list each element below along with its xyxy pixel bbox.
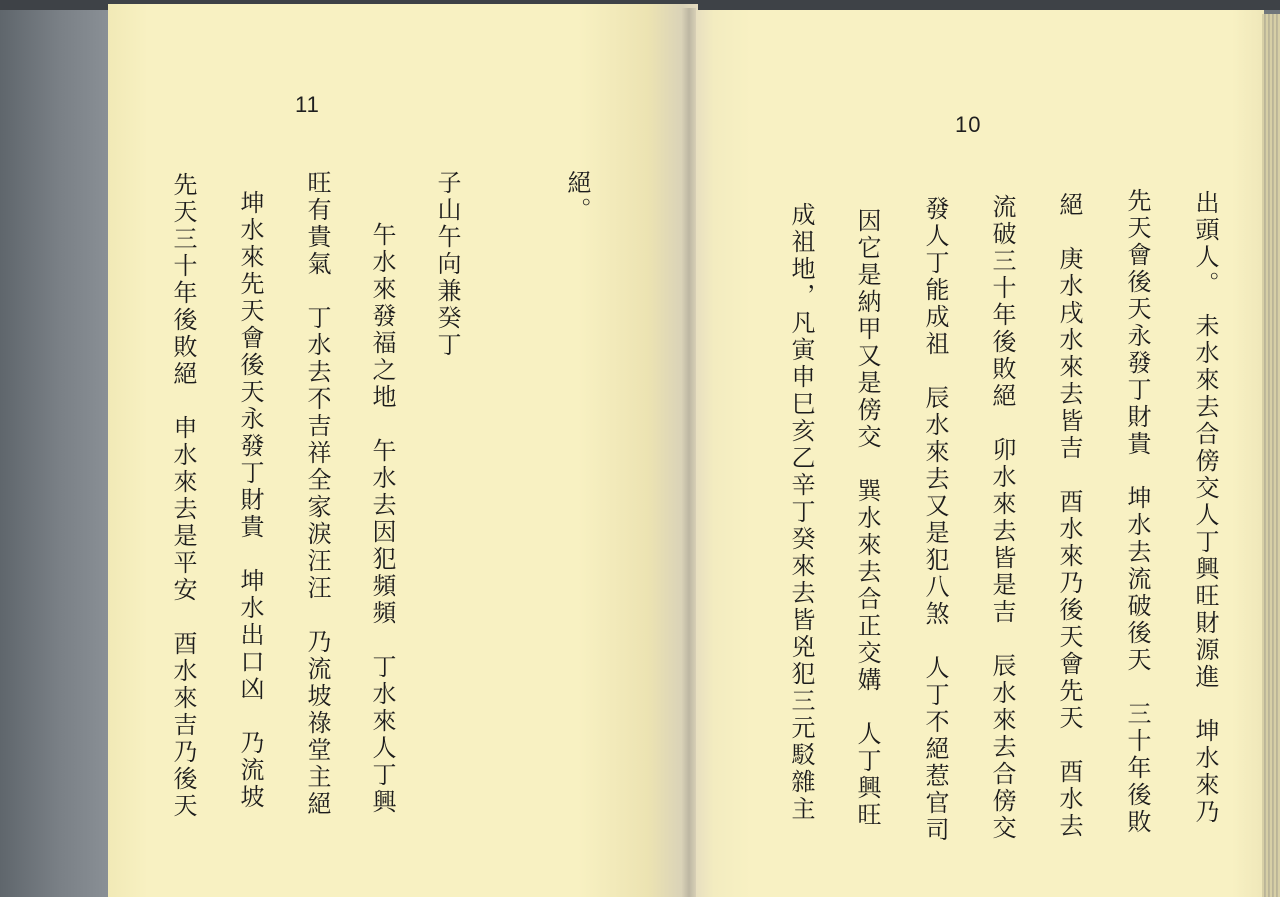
left-text-column-2: 子山午向兼癸丁 (433, 170, 461, 359)
left-text-column-5: 坤水來先天會後天永發丁財貴 坤水出口凶 乃流坡 (236, 190, 264, 811)
left-text-column-1: 絕。 (563, 170, 591, 224)
right-text-column-4: 流破三十年後敗絕 卯水來去皆是吉 辰水來去合傍交 (988, 194, 1016, 842)
right-text-column-7: 成祖地，凡寅申巳亥乙辛丁癸來去皆兇犯三元駁雜主 (787, 202, 815, 823)
right-text-column-6: 因它是納甲又是傍交 巽水來去合正交媾 人丁興旺 (853, 208, 881, 829)
left-text-column-3: 午水來發福之地 午水去因犯頻頻 丁水來人丁興 (368, 222, 396, 816)
page-edges (1262, 14, 1280, 897)
right-text-column-1: 出頭人。 未水來去合傍交人丁興旺財源進 坤水來乃 (1191, 190, 1219, 826)
left-text-column-4: 旺有貴氣 丁水去不吉祥全家淚汪汪 乃流坡祿堂主絕 (303, 170, 331, 818)
right-text-column-5: 發人丁能成祖 辰水來去又是犯八煞 人丁不絕惹官司 (921, 196, 949, 844)
left-page-number: 11 (295, 92, 320, 117)
right-page (692, 10, 1264, 897)
book-gutter (682, 8, 696, 897)
right-text-column-3: 絕 庚水戌水來去皆吉 酉水來乃後天會先天 酉水去 (1055, 192, 1083, 840)
right-page-number: 10 (955, 112, 982, 137)
left-text-column-6: 先天三十年後敗絕 申水來去是平安 酉水來吉乃後天 (169, 172, 197, 820)
right-text-column-2: 先天會後天永發丁財貴 坤水去流破後天 三十年後敗 (1123, 188, 1151, 836)
